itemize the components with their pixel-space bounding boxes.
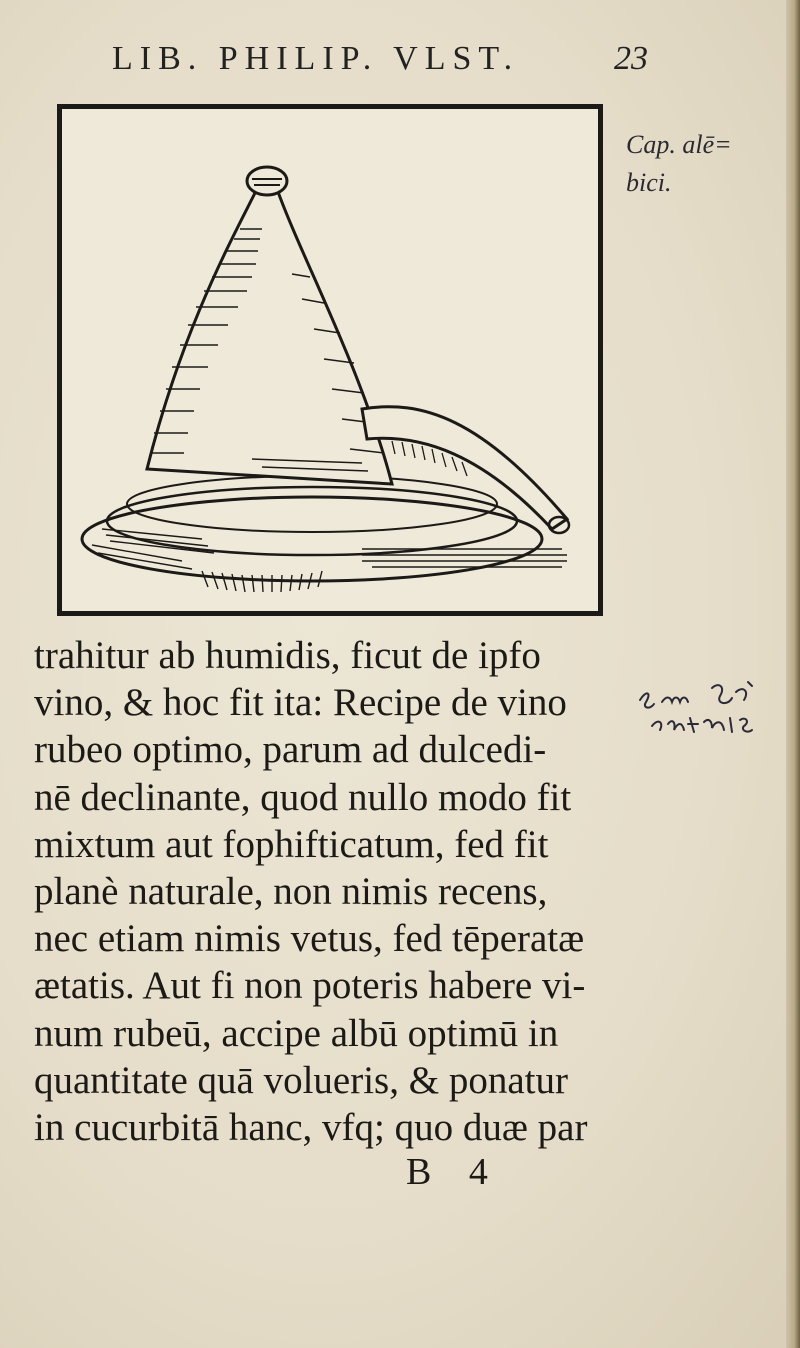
alembic-knob: [247, 167, 287, 195]
alembic-woodcut-illustration: [57, 104, 603, 616]
text-line: in cucurbitā hanc, vfq; quo duæ par: [34, 1106, 588, 1150]
margin-note-line-1: Cap. alē=: [626, 130, 732, 159]
text-line: mixtum aut fophifticatum, fed fit: [34, 822, 549, 866]
text-line: vino, & hoc fit ita: Recipe de vino: [34, 681, 567, 725]
body-text: [34, 632, 654, 1151]
text-line: quantitate quā volueris, & ponatur: [34, 1058, 568, 1102]
text-line: nē declinante, quod nullo modo fit: [34, 775, 572, 819]
base-hatching: [92, 529, 567, 592]
text-line: ætatis. Aut fi non poteris habere vi-: [34, 964, 586, 1008]
page-number: 23: [614, 40, 648, 77]
page-edge: [786, 0, 800, 1348]
handwritten-annotation: [632, 678, 792, 742]
text-line: num rubeū, accipe albū optimū in: [34, 1011, 559, 1055]
base-ring: [82, 497, 542, 581]
text-line: trahitur ab humidis, ficut de ipfo: [34, 634, 541, 677]
alembic-head: [147, 189, 392, 484]
signature-mark: B 4: [406, 1151, 502, 1193]
text-line: planè naturale, non nimis recens,: [34, 870, 548, 914]
text-line: rubeo optimo, parum ad dulcedi-: [34, 728, 547, 772]
handwritten-annotation-ink: [632, 678, 792, 742]
alembic-illustration: [62, 109, 598, 611]
text-line: nec etiam nimis vetus, fed tēperatæ: [34, 917, 585, 961]
margin-note-line-2: bici.: [626, 168, 672, 197]
running-head: LIB. PHILIP. VLST.: [112, 40, 520, 77]
marginal-note: [626, 126, 766, 202]
